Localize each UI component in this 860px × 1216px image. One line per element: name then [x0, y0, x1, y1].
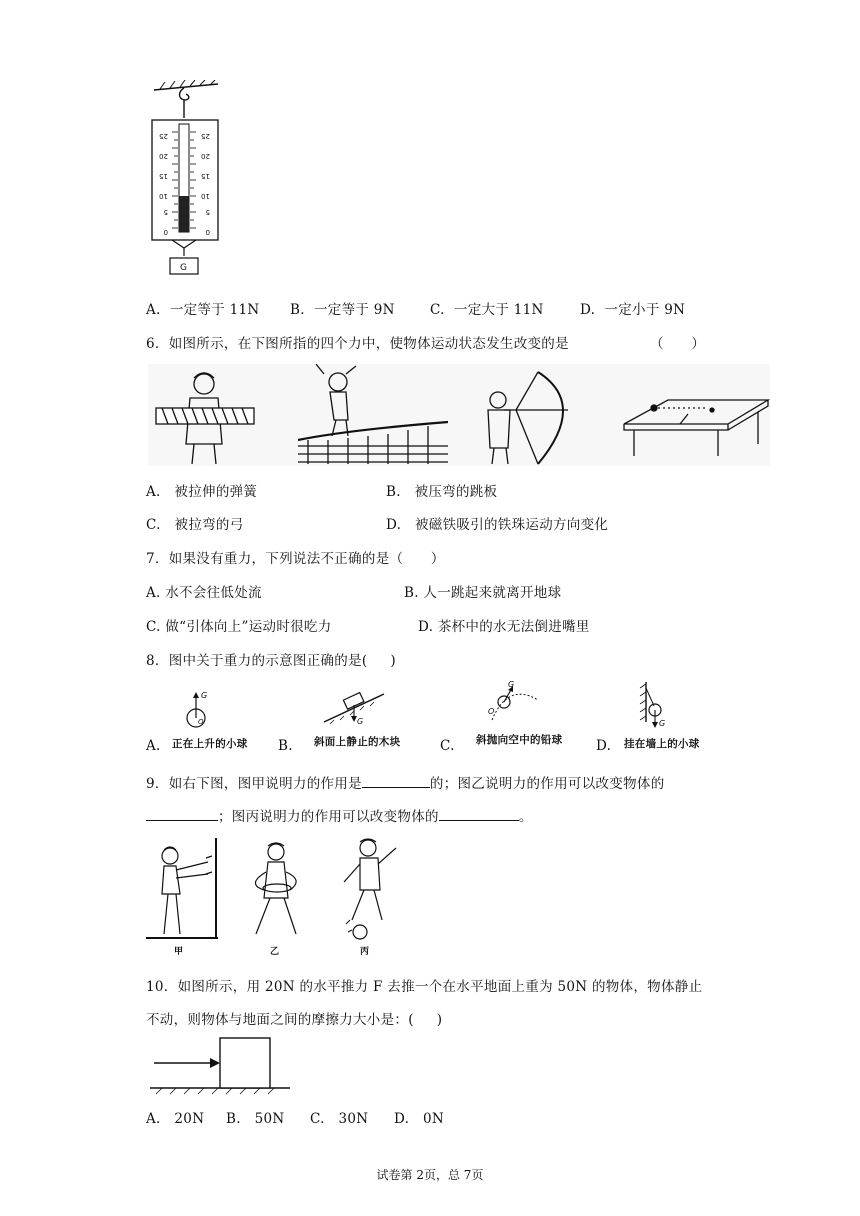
force-label-g: G — [659, 719, 666, 728]
jia-picture — [146, 838, 218, 938]
scale-left-label: 15 — [159, 172, 168, 180]
q5-option-c[interactable]: C. 一定大于 11N — [430, 302, 544, 318]
q7-stem: 7．如果没有重力，下列说法不正确的是（ ） — [146, 551, 445, 567]
q5-option-d[interactable]: D. 一定小于 9N — [580, 302, 686, 318]
page-footer: 试卷第 2页，总 7页 — [376, 1168, 484, 1182]
q9-text-1a: 9．如右下图，图甲说明力的作用是 — [146, 776, 362, 792]
force-label-g: G — [201, 691, 208, 700]
q10-option-c[interactable]: C. 30N — [310, 1111, 369, 1127]
q5-option-b[interactable]: B. 一定等于 9N — [290, 302, 395, 318]
q6-stem: 6．如图所示，在下图所指的四个力中，使物体运动状态发生改变的是 — [146, 336, 569, 352]
q6-option-d[interactable]: D. 被磁铁吸引的铁珠运动方向变化 — [386, 517, 609, 533]
caption-jia: 甲 — [174, 947, 184, 957]
scale-left-label: 0 — [163, 228, 168, 236]
scale-right-label: 10 — [201, 192, 210, 200]
q8-option-c-letter[interactable]: C. — [440, 738, 455, 754]
q10-option-b[interactable]: B. 50N — [226, 1111, 285, 1127]
q8-option-b-letter[interactable]: B. — [278, 738, 293, 754]
q6-pictures — [148, 364, 770, 466]
bing-picture — [344, 839, 396, 939]
q9-line-2 — [146, 805, 533, 825]
center-label-o: O — [198, 718, 204, 726]
q6-option-a[interactable]: A. 被拉伸的弹簧 — [146, 484, 258, 500]
scale-left-label: 5 — [163, 208, 168, 216]
q8-caption-a: 正在上升的小球 — [172, 738, 248, 750]
q8-rising-ball-figure — [170, 686, 230, 730]
yi-picture — [255, 843, 296, 934]
spring-balance-figure — [148, 80, 228, 276]
q6-answer-paren: （ ） — [650, 336, 706, 352]
q5-option-a[interactable]: A. 一定等于 11N — [146, 302, 260, 318]
q8-block-on-incline-figure — [320, 688, 390, 728]
caption-yi: 乙 — [270, 947, 280, 957]
scale-right-label: 5 — [205, 208, 210, 216]
q10-option-d[interactable]: D. 0N — [394, 1111, 445, 1127]
q9-blank-3[interactable] — [439, 806, 519, 821]
q8-shot-put-figure — [484, 680, 544, 724]
q8-option-d-letter[interactable]: D. — [596, 738, 612, 754]
force-label-g: G — [508, 680, 515, 689]
force-label-g: G — [357, 717, 364, 726]
q9-blank-1[interactable] — [362, 773, 430, 788]
q10-push-block-figure — [150, 1036, 290, 1096]
weight-label: G — [180, 263, 187, 273]
q9-text-2a: ；图丙说明力的作用可以改变物体的 — [218, 809, 439, 825]
scale-right-label: 0 — [205, 228, 210, 236]
scale-left-label: 25 — [159, 132, 168, 140]
q10-option-a[interactable]: A. 20N — [146, 1111, 205, 1127]
q7-option-b[interactable]: B. 人一跳起来就离开地球 — [404, 585, 562, 601]
q8-hanging-ball-figure — [636, 682, 676, 730]
q7-option-c[interactable]: C. 做“引体向上”运动时很吃力 — [146, 619, 332, 635]
q9-line-1 — [146, 772, 665, 792]
scale-left-label: 10 — [159, 192, 168, 200]
q8-option-a-letter[interactable]: A. — [146, 738, 161, 754]
q8-stem: 8．图中关于重力的示意图正确的是( ) — [146, 653, 396, 669]
scale-right-label: 20 — [201, 152, 210, 160]
q8-caption-d: 挂在墙上的小球 — [624, 738, 700, 750]
q8-caption-c: 斜抛向空中的铅球 — [476, 734, 563, 746]
center-label-o: O — [488, 707, 495, 716]
q7-option-d[interactable]: D. 茶杯中的水无法倒进嘴里 — [418, 619, 590, 635]
q6-option-c[interactable]: C. 被拉弯的弓 — [146, 517, 244, 533]
q9-text-1b: 的；图乙说明力的作用可以改变物体的 — [429, 776, 665, 792]
scale-right-label: 15 — [201, 172, 210, 180]
caption-bing: 丙 — [360, 947, 370, 957]
q6-option-b[interactable]: B. 被压弯的跳板 — [386, 484, 498, 500]
scale-right-label: 25 — [201, 132, 210, 140]
scale-left-label: 20 — [159, 152, 168, 160]
q10-line-1: 10．如图所示，用 20N 的水平推力 F 去推一个在水平地面上重为 50N 的物体，物体静止 — [146, 979, 703, 995]
q9-pictures — [146, 834, 406, 958]
q10-line-2: 不动，则物体与地面之间的摩擦力大小是：( ) — [146, 1012, 443, 1028]
q9-text-2b: 。 — [518, 809, 533, 825]
q7-option-a[interactable]: A. 水不会往低处流 — [146, 585, 262, 601]
q9-blank-2[interactable] — [146, 806, 218, 821]
q8-caption-b: 斜面上静止的木块 — [314, 736, 401, 748]
